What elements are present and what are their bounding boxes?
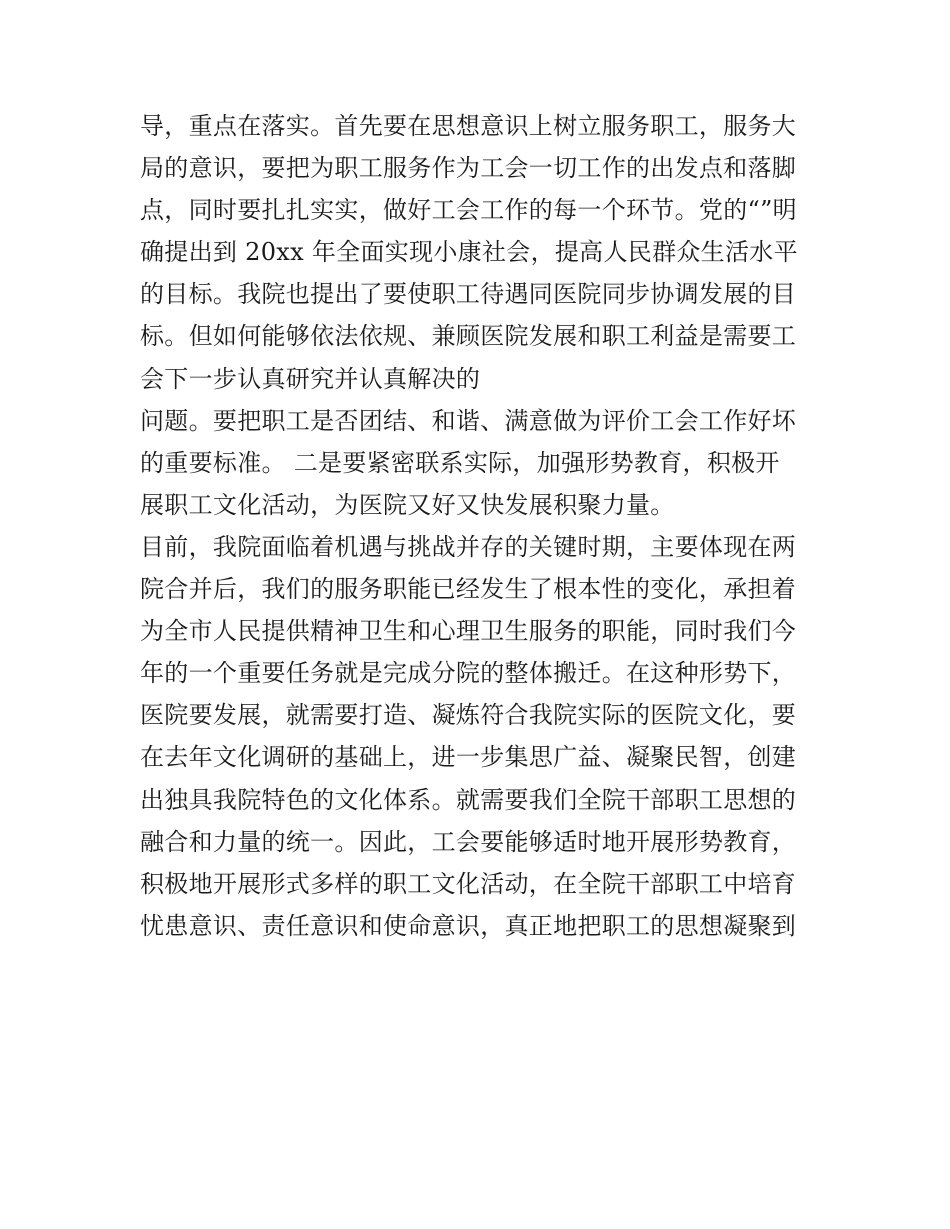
text-line: 的重要标准。 二是要紧密联系实际，加强形势教育，积极开 — [140, 448, 780, 477]
document-body — [140, 105, 820, 947]
text-line: 融合和力量的统一。因此，工会要能够适时地开展形势教育， — [140, 827, 797, 856]
text-line: 展职工文化活动，为医院又好又快发展积聚力量。 — [140, 490, 675, 519]
text-line: 标。但如何能够依法依规、兼顾医院发展和职工利益是需要工 — [140, 322, 797, 351]
text-line: 年的一个重要任务就是完成分院的整体搬迁。在这种形势下， — [140, 659, 797, 688]
text-line: 点，同时要扎扎实实，做好工会工作的每一个环节。党的“”明 — [140, 196, 797, 225]
text-line: 目前，我院面临着机遇与挑战并存的关键时期，主要体现在两 — [140, 532, 797, 561]
text-line: 医院要发展，就需要打造、凝炼符合我院实际的医院文化，要 — [140, 701, 797, 730]
text-line: 确提出到 20xx 年全面实现小康社会，提高人民群众生活水平 — [140, 238, 798, 267]
text-line: 导，重点在落实。首先要在思想意识上树立服务职工，服务大 — [140, 112, 797, 140]
text-line: 院合并后，我们的服务职能已经发生了根本性的变化，承担着 — [140, 575, 797, 604]
text-line: 积极地开展形式多样的职工文化活动，在全院干部职工中培育 — [140, 869, 797, 898]
text-line: 的目标。我院也提出了要使职工待遇同医院同步协调发展的目 — [140, 280, 797, 309]
text-line: 问题。要把职工是否团结、和谐、满意做为评价工会工作好坏 — [140, 406, 797, 435]
text-line: 在去年文化调研的基础上，进一步集思广益、凝聚民智，创建 — [140, 743, 797, 772]
text-line: 为全市人民提供精神卫生和心理卫生服务的职能，同时我们今 — [140, 617, 797, 646]
text-line: 出独具我院特色的文化体系。就需要我们全院干部职工思想的 — [140, 785, 797, 814]
text-line: 忧患意识、责任意识和使命意识，真正地把职工的思想凝聚到 — [140, 911, 797, 940]
text-line: 局的意识，要把为职工服务作为工会一切工作的出发点和落脚 — [140, 154, 797, 183]
text-line: 会下一步认真研究并认真解决的 — [140, 364, 481, 393]
